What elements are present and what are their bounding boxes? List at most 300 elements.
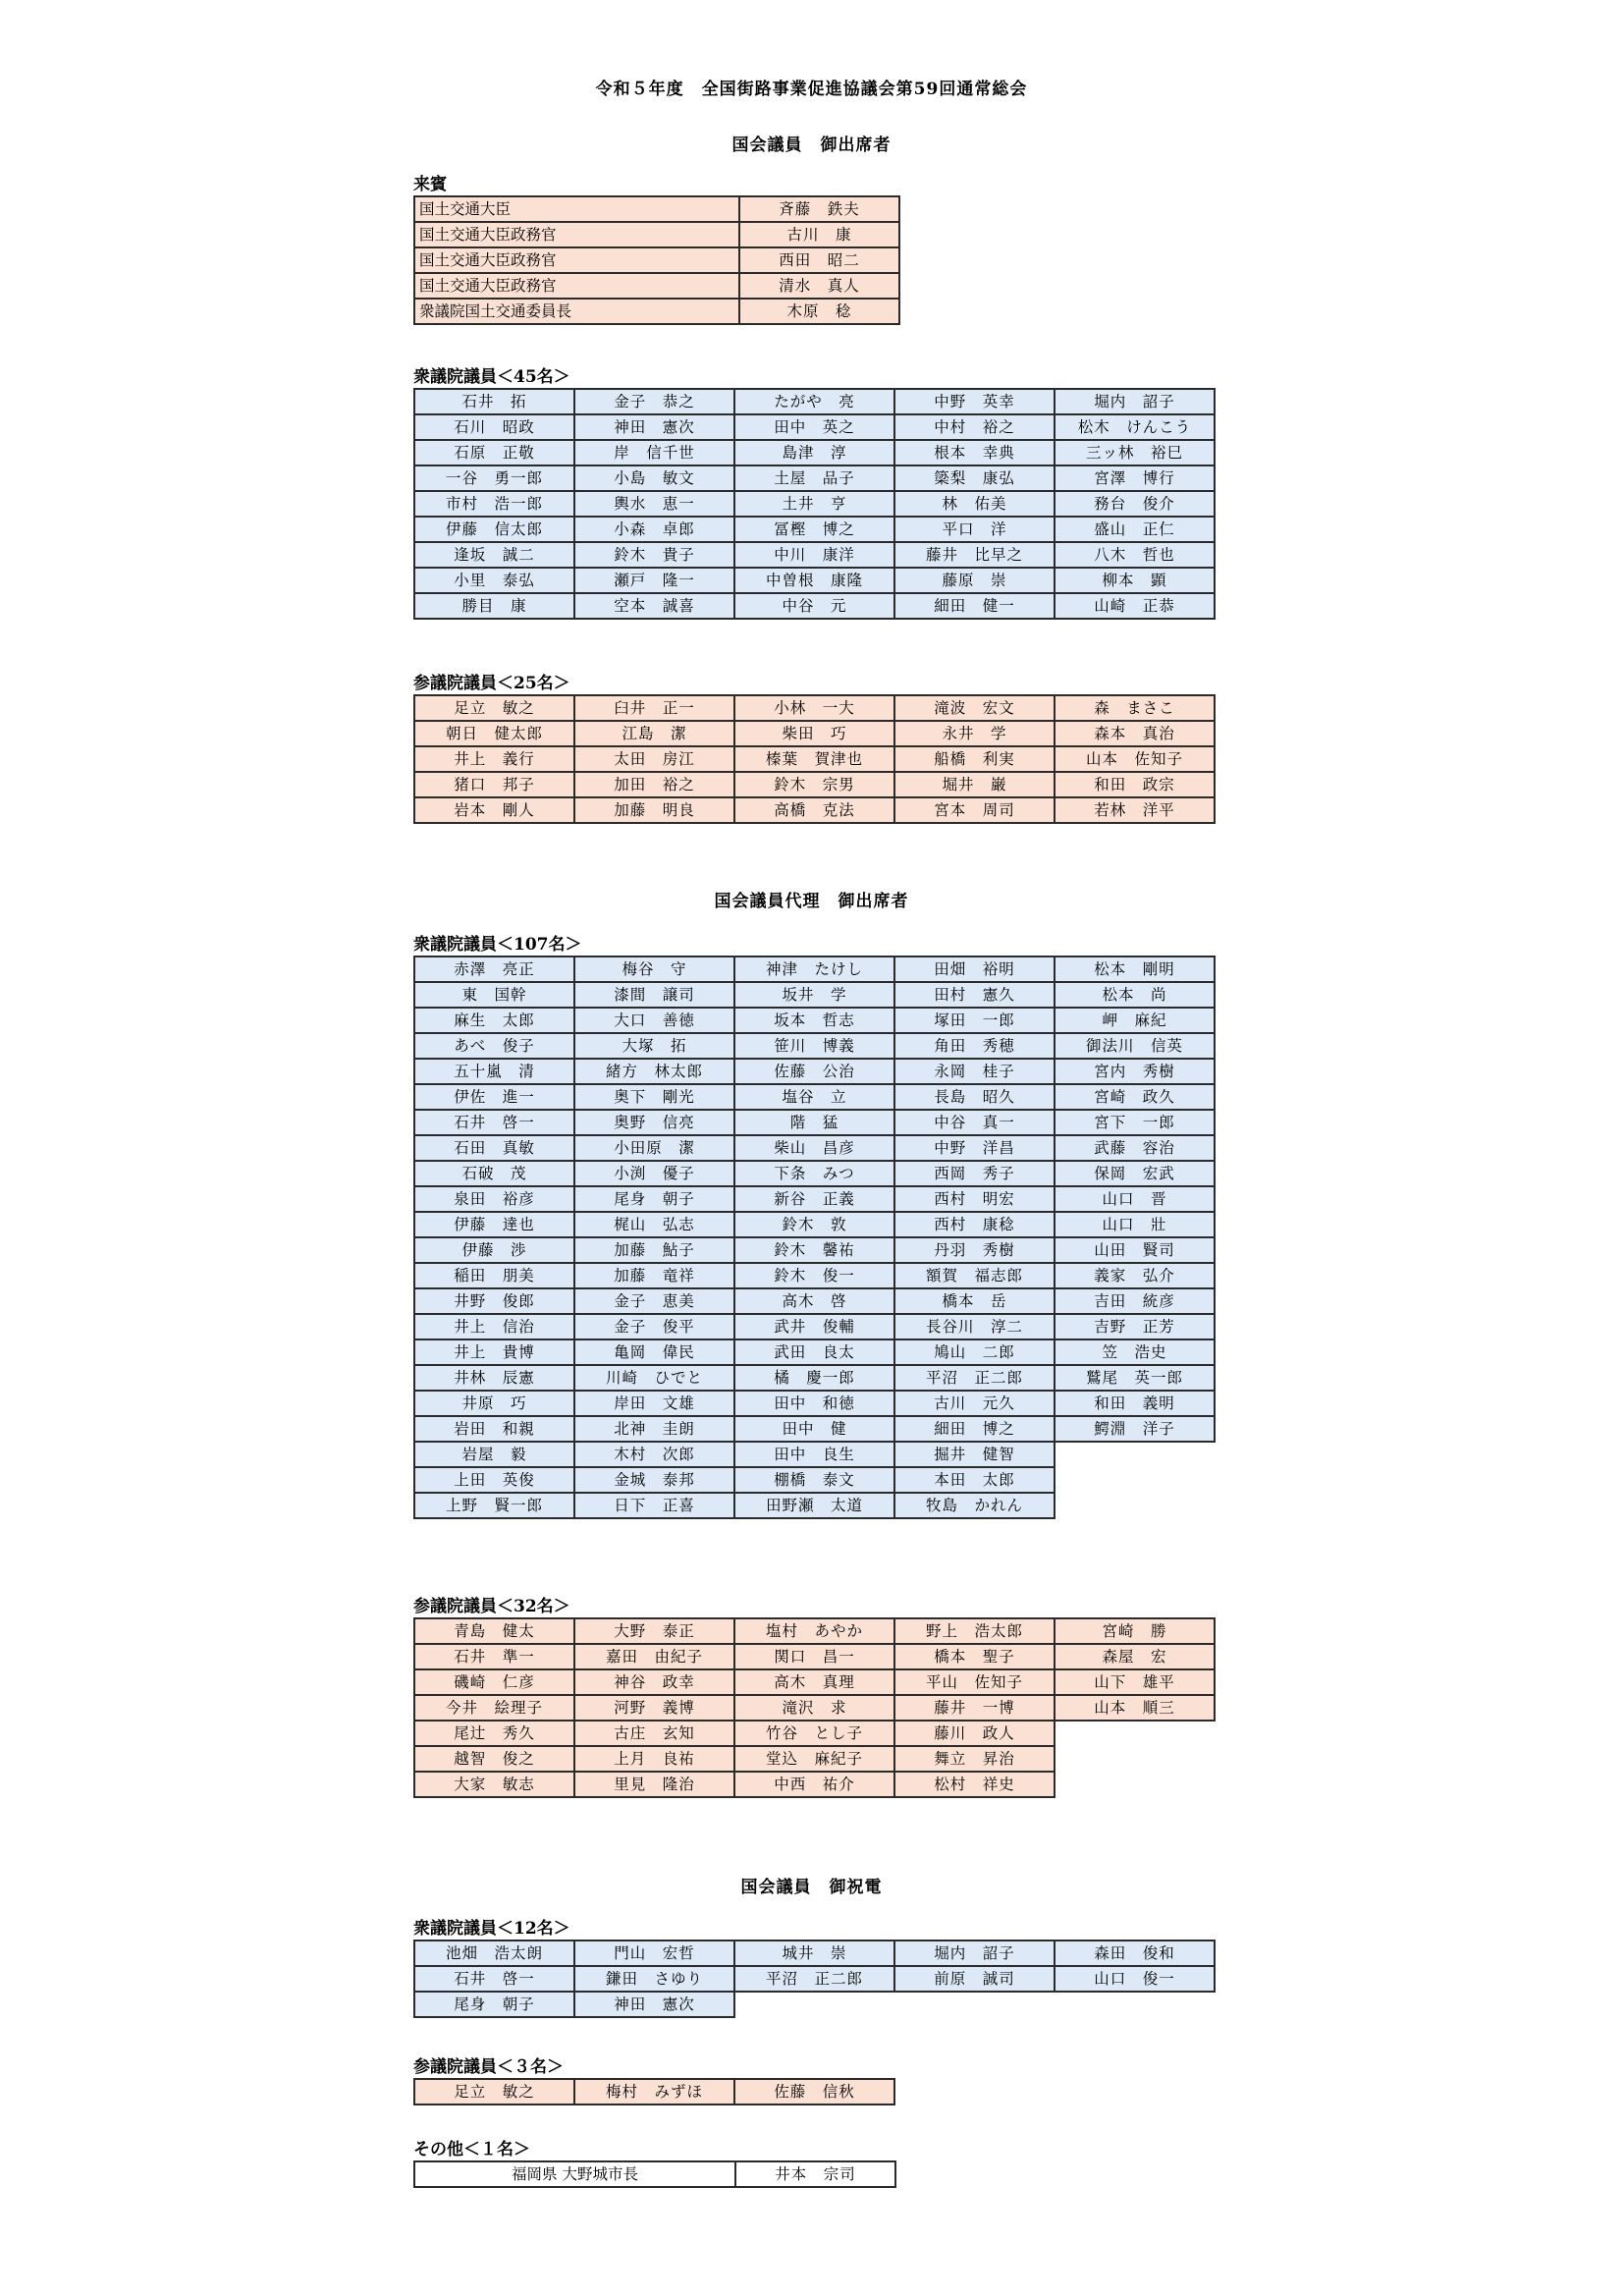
member-name-cell: 上田 英俊 — [414, 1467, 574, 1493]
table-row — [414, 222, 899, 247]
member-name-cell: 尾辻 秀久 — [414, 1721, 574, 1746]
guests-label: 来賓 — [413, 175, 447, 194]
table-row — [414, 1493, 1215, 1518]
member-name-cell: 伊藤 達也 — [414, 1212, 574, 1237]
member-name-cell: 梶山 弘志 — [574, 1212, 734, 1237]
member-name-cell: 足立 敏之 — [414, 695, 574, 721]
member-name-cell: 赤澤 亮正 — [414, 957, 574, 982]
member-name-cell: 石原 正敬 — [414, 440, 574, 465]
member-name-cell: 堀内 詔子 — [1055, 389, 1215, 414]
member-name-cell: 石田 真敏 — [414, 1135, 574, 1161]
member-name-cell: 空本 誠喜 — [574, 593, 734, 619]
table-row — [414, 1644, 1215, 1669]
table-row — [414, 491, 1215, 517]
member-name-cell: 大口 善徳 — [574, 1008, 734, 1033]
member-name-cell: 朝日 健太郎 — [414, 721, 574, 746]
member-name-cell: 磯崎 仁彦 — [414, 1669, 574, 1695]
member-name-cell: 岸 信千世 — [574, 440, 734, 465]
table-row — [414, 1416, 1215, 1442]
table-row — [414, 1161, 1215, 1186]
table-row — [414, 2079, 894, 2105]
member-name-cell: 前原 誠司 — [894, 1966, 1055, 1992]
member-name-cell: 尾身 朝子 — [414, 1992, 574, 2017]
table-row — [414, 389, 1215, 414]
member-name-cell: 宮内 秀樹 — [1055, 1059, 1215, 1084]
empty-cell — [1055, 1493, 1215, 1518]
member-name-cell: 坂本 哲志 — [734, 1008, 894, 1033]
role-cell: 国土交通大臣政務官 — [414, 222, 739, 247]
member-name-cell: 田中 良生 — [734, 1442, 894, 1467]
member-name-cell: 山口 俊一 — [1055, 1966, 1215, 1992]
member-name-cell: 竹谷 とし子 — [734, 1721, 894, 1746]
member-name-cell: 大野 泰正 — [574, 1618, 734, 1644]
member-name-cell: 尾身 朝子 — [574, 1186, 734, 1212]
table-row — [414, 1288, 1215, 1314]
member-name-cell: 棚橋 泰文 — [734, 1467, 894, 1493]
member-name-cell: 新谷 正義 — [734, 1186, 894, 1212]
member-name-cell: 保岡 宏武 — [1055, 1161, 1215, 1186]
member-name-cell: 古庄 玄知 — [574, 1721, 734, 1746]
member-name-cell: 西村 康稔 — [894, 1212, 1055, 1237]
member-name-cell: 今井 絵理子 — [414, 1695, 574, 1721]
member-name-cell: 塩谷 立 — [734, 1084, 894, 1110]
member-name-cell: 太田 房江 — [574, 746, 734, 772]
member-name-cell: 池畑 浩太朗 — [414, 1941, 574, 1966]
member-name-cell: 岩田 和親 — [414, 1416, 574, 1442]
member-name-cell: 中村 裕之 — [894, 414, 1055, 440]
member-name-cell: 大家 敏志 — [414, 1772, 574, 1797]
member-name-cell: 平山 佐知子 — [894, 1669, 1055, 1695]
member-name-cell: 和田 義明 — [1055, 1391, 1215, 1416]
member-name-cell: 輿水 恵一 — [574, 491, 734, 517]
attend-lower-label: 衆議院議員＜45名＞ — [413, 367, 570, 387]
member-name-cell: 井本 宗司 — [735, 2161, 895, 2187]
member-name-cell: 舞立 昇治 — [894, 1746, 1055, 1772]
member-name-cell: 加田 裕之 — [574, 772, 734, 797]
member-name-cell: 三ッ林 裕巳 — [1055, 440, 1215, 465]
member-name-cell: 井原 巧 — [414, 1391, 574, 1416]
member-name-cell: たがや 亮 — [734, 389, 894, 414]
member-name-cell: 勝目 康 — [414, 593, 574, 619]
member-name-cell: 田中 和徳 — [734, 1391, 894, 1416]
member-name-cell: 柴田 巧 — [734, 721, 894, 746]
member-name-cell: 橋本 聖子 — [894, 1644, 1055, 1669]
member-name-cell: 松本 尚 — [1055, 982, 1215, 1008]
member-name-cell: 鈴木 敦 — [734, 1212, 894, 1237]
member-name-cell: 石川 昭政 — [414, 414, 574, 440]
member-name-cell: 武田 良太 — [734, 1339, 894, 1365]
member-name-cell: 山口 晋 — [1055, 1186, 1215, 1212]
member-name-cell: 笠 浩史 — [1055, 1339, 1215, 1365]
tele-lower-label: 衆議院議員＜12名＞ — [413, 1919, 570, 1939]
member-name-cell: 宮本 周司 — [894, 797, 1055, 823]
tele-upper-table — [413, 2078, 895, 2105]
member-name-cell: 宮澤 博行 — [1055, 465, 1215, 491]
member-name-cell: 根本 幸典 — [894, 440, 1055, 465]
table-row — [414, 982, 1215, 1008]
member-name-cell: 井野 俊郎 — [414, 1288, 574, 1314]
member-name-cell: 井上 貴博 — [414, 1339, 574, 1365]
table-row — [414, 542, 1215, 568]
member-name-cell: 加藤 鮎子 — [574, 1237, 734, 1263]
member-name-cell: 山本 佐知子 — [1055, 746, 1215, 772]
member-name-cell: 臼井 正一 — [574, 695, 734, 721]
member-name-cell: 五十嵐 清 — [414, 1059, 574, 1084]
member-name-cell: 塚田 一郎 — [894, 1008, 1055, 1033]
member-name-cell: 岸田 文雄 — [574, 1391, 734, 1416]
role-cell: 国土交通大臣政務官 — [414, 247, 739, 273]
member-name-cell: 金子 恵美 — [574, 1288, 734, 1314]
member-name-cell: 堀井 巌 — [894, 772, 1055, 797]
member-name-cell: 吉田 統彦 — [1055, 1288, 1215, 1314]
table-row — [414, 721, 1215, 746]
member-name-cell: 階 猛 — [734, 1110, 894, 1135]
empty-cell — [1055, 1992, 1215, 2017]
member-name-cell: 梅谷 守 — [574, 957, 734, 982]
member-name-cell: 坂井 学 — [734, 982, 894, 1008]
member-name-cell: 逢坂 誠二 — [414, 542, 574, 568]
member-name-cell: 石井 拓 — [414, 389, 574, 414]
member-name-cell: 北神 圭朗 — [574, 1416, 734, 1442]
proxy-heading: 国会議員代理 御出席者 — [714, 892, 909, 911]
member-name-cell: 金子 俊平 — [574, 1314, 734, 1339]
tele-other-table — [413, 2160, 896, 2188]
member-name-cell: 森田 俊和 — [1055, 1941, 1215, 1966]
member-name-cell: 瀬戸 隆一 — [574, 568, 734, 593]
member-name-cell: 簗梨 康弘 — [894, 465, 1055, 491]
member-name-cell: 平口 洋 — [894, 517, 1055, 542]
table-row — [414, 957, 1215, 982]
member-name-cell: 滝波 宏文 — [894, 695, 1055, 721]
member-name-cell: 御法川 信英 — [1055, 1033, 1215, 1059]
member-name-cell: 古川 元久 — [894, 1391, 1055, 1416]
member-name-cell: 高木 真理 — [734, 1669, 894, 1695]
member-name-cell: 中野 英幸 — [894, 389, 1055, 414]
member-name-cell: 田村 憲久 — [894, 982, 1055, 1008]
member-name-cell: 下条 みつ — [734, 1161, 894, 1186]
member-name-cell: 細田 健一 — [894, 593, 1055, 619]
member-name-cell: 野上 浩太郎 — [894, 1618, 1055, 1644]
member-name-cell: 井林 辰憲 — [414, 1365, 574, 1391]
table-row — [414, 1992, 1215, 2017]
member-name-cell: 宮崎 政久 — [1055, 1084, 1215, 1110]
member-name-cell: 吉野 正芳 — [1055, 1314, 1215, 1339]
member-name-cell: 神田 憲次 — [574, 1992, 734, 2017]
table-row — [414, 1314, 1215, 1339]
member-name-cell: 石破 茂 — [414, 1161, 574, 1186]
member-name-cell: 鈴木 馨祐 — [734, 1237, 894, 1263]
table-row — [414, 1084, 1215, 1110]
member-name-cell: 額賀 福志郎 — [894, 1263, 1055, 1288]
member-name-cell: 漆間 譲司 — [574, 982, 734, 1008]
member-name-cell: 細田 博之 — [894, 1416, 1055, 1442]
member-name-cell: 中谷 真一 — [894, 1110, 1055, 1135]
table-row — [414, 1033, 1215, 1059]
empty-cell — [734, 1992, 894, 2017]
member-name-cell: 橋本 岳 — [894, 1288, 1055, 1314]
member-name-cell: 川崎 ひでと — [574, 1365, 734, 1391]
table-row — [414, 1772, 1215, 1797]
member-name-cell: 木村 次郎 — [574, 1442, 734, 1467]
member-name-cell: 西田 昭二 — [739, 247, 899, 273]
member-name-cell: 西村 明宏 — [894, 1186, 1055, 1212]
member-name-cell: 猪口 邦子 — [414, 772, 574, 797]
member-name-cell: 金子 恭之 — [574, 389, 734, 414]
member-name-cell: 宮崎 勝 — [1055, 1618, 1215, 1644]
member-name-cell: 市村 浩一郎 — [414, 491, 574, 517]
member-name-cell: 藤井 一博 — [894, 1695, 1055, 1721]
telegram-heading: 国会議員 御祝電 — [740, 1878, 883, 1897]
table-row — [414, 1442, 1215, 1467]
proxy-upper-label: 参議院議員＜32名＞ — [413, 1597, 570, 1616]
member-name-cell: 河野 義博 — [574, 1695, 734, 1721]
member-name-cell: 井上 義行 — [414, 746, 574, 772]
table-row — [414, 1746, 1215, 1772]
table-row — [414, 1721, 1215, 1746]
empty-cell — [1055, 1721, 1215, 1746]
member-name-cell: 高木 啓 — [734, 1288, 894, 1314]
member-name-cell: 古川 康 — [739, 222, 899, 247]
member-name-cell: 松本 剛明 — [1055, 957, 1215, 982]
member-name-cell: 奥下 剛光 — [574, 1084, 734, 1110]
table-row — [414, 247, 899, 273]
empty-cell — [894, 1992, 1055, 2017]
member-name-cell: 稲田 朋美 — [414, 1263, 574, 1288]
attend-lower-table — [413, 388, 1216, 620]
member-name-cell: 岬 麻紀 — [1055, 1008, 1215, 1033]
member-name-cell: 岩本 剛人 — [414, 797, 574, 823]
table-row — [414, 1618, 1215, 1644]
member-name-cell: 藤井 比早之 — [894, 542, 1055, 568]
table-row — [414, 1941, 1215, 1966]
member-name-cell: 武井 俊輔 — [734, 1314, 894, 1339]
member-name-cell: 鳩山 二郎 — [894, 1339, 1055, 1365]
member-name-cell: 西岡 秀子 — [894, 1161, 1055, 1186]
table-row — [414, 1365, 1215, 1391]
table-row — [414, 414, 1215, 440]
member-name-cell: 鈴木 貴子 — [574, 542, 734, 568]
member-name-cell: 中野 洋昌 — [894, 1135, 1055, 1161]
member-name-cell: 和田 政宗 — [1055, 772, 1215, 797]
table-row — [414, 2161, 895, 2187]
table-row — [414, 1186, 1215, 1212]
table-row — [414, 593, 1215, 619]
table-row — [414, 797, 1215, 823]
role-cell: 福岡県 大野城市長 — [414, 2161, 735, 2187]
member-name-cell: 柴山 昌彦 — [734, 1135, 894, 1161]
member-name-cell: 石井 準一 — [414, 1644, 574, 1669]
member-name-cell: 永井 学 — [894, 721, 1055, 746]
member-name-cell: 斉藤 鉄夫 — [739, 196, 899, 222]
member-name-cell: 鈴木 俊一 — [734, 1263, 894, 1288]
member-name-cell: 神田 憲次 — [574, 414, 734, 440]
member-name-cell: 越智 俊之 — [414, 1746, 574, 1772]
member-name-cell: 里見 隆治 — [574, 1772, 734, 1797]
member-name-cell: 伊藤 渉 — [414, 1237, 574, 1263]
member-name-cell: 伊藤 信太郎 — [414, 517, 574, 542]
member-name-cell: 奥野 信亮 — [574, 1110, 734, 1135]
member-name-cell: 佐藤 信秋 — [734, 2079, 894, 2105]
member-name-cell: 丹羽 秀樹 — [894, 1237, 1055, 1263]
member-name-cell: 足立 敏之 — [414, 2079, 574, 2105]
member-name-cell: 笹川 博義 — [734, 1033, 894, 1059]
member-name-cell: 石井 啓一 — [414, 1110, 574, 1135]
member-name-cell: 山田 賢司 — [1055, 1237, 1215, 1263]
empty-cell — [1055, 1467, 1215, 1493]
member-name-cell: 神津 たけし — [734, 957, 894, 982]
table-row — [414, 695, 1215, 721]
tele-other-label: その他＜１名＞ — [413, 2140, 530, 2159]
member-name-cell: 堂込 麻紀子 — [734, 1746, 894, 1772]
member-name-cell: 長島 昭久 — [894, 1084, 1055, 1110]
member-name-cell: 緒方 林太郎 — [574, 1059, 734, 1084]
member-name-cell: 神谷 政幸 — [574, 1669, 734, 1695]
role-cell: 衆議院国土交通委員長 — [414, 299, 739, 324]
member-name-cell: 金城 泰邦 — [574, 1467, 734, 1493]
member-name-cell: 平沼 正二郎 — [894, 1365, 1055, 1391]
role-cell: 国土交通大臣政務官 — [414, 273, 739, 299]
member-name-cell: 田中 英之 — [734, 414, 894, 440]
member-name-cell: 嘉田 由紀子 — [574, 1644, 734, 1669]
member-name-cell: 関口 昌一 — [734, 1644, 894, 1669]
table-row — [414, 1695, 1215, 1721]
member-name-cell: 中川 康洋 — [734, 542, 894, 568]
member-name-cell: 義家 弘介 — [1055, 1263, 1215, 1288]
empty-cell — [1055, 1746, 1215, 1772]
member-name-cell: 岩屋 毅 — [414, 1442, 574, 1467]
member-name-cell: 佐藤 公治 — [734, 1059, 894, 1084]
guests-table — [413, 195, 900, 325]
proxy-upper-table — [413, 1617, 1216, 1798]
member-name-cell: 滝沢 求 — [734, 1695, 894, 1721]
member-name-cell: 林 佑美 — [894, 491, 1055, 517]
member-name-cell: 亀岡 偉民 — [574, 1339, 734, 1365]
member-name-cell: 東 国幹 — [414, 982, 574, 1008]
member-name-cell: 若林 洋平 — [1055, 797, 1215, 823]
table-row — [414, 440, 1215, 465]
member-name-cell: 鈴木 宗男 — [734, 772, 894, 797]
proxy-lower-table — [413, 956, 1216, 1519]
member-name-cell: 牧島 かれん — [894, 1493, 1055, 1518]
member-name-cell: 山崎 正恭 — [1055, 593, 1215, 619]
member-name-cell: 武藤 容治 — [1055, 1135, 1215, 1161]
member-name-cell: 加藤 竜祥 — [574, 1263, 734, 1288]
member-name-cell: 中西 祐介 — [734, 1772, 894, 1797]
member-name-cell: 掘井 健智 — [894, 1442, 1055, 1467]
table-row — [414, 1669, 1215, 1695]
member-name-cell: 平沼 正二郎 — [734, 1966, 894, 1992]
member-name-cell: 藤原 崇 — [894, 568, 1055, 593]
table-row — [414, 1135, 1215, 1161]
member-name-cell: 上月 良祐 — [574, 1746, 734, 1772]
member-name-cell: 日下 正喜 — [574, 1493, 734, 1518]
table-row — [414, 517, 1215, 542]
tele-lower-table — [413, 1940, 1216, 2018]
member-name-cell: 森 まさこ — [1055, 695, 1215, 721]
table-row — [414, 1212, 1215, 1237]
member-name-cell: 榛葉 賀津也 — [734, 746, 894, 772]
member-name-cell: 清水 真人 — [739, 273, 899, 299]
member-name-cell: 上野 賢一郎 — [414, 1493, 574, 1518]
table-row — [414, 772, 1215, 797]
table-row — [414, 746, 1215, 772]
member-name-cell: 小田原 潔 — [574, 1135, 734, 1161]
member-name-cell: 中曽根 康隆 — [734, 568, 894, 593]
member-name-cell: 宮下 一郎 — [1055, 1110, 1215, 1135]
attend-upper-label: 参議院議員＜25名＞ — [413, 674, 570, 693]
table-row — [414, 1391, 1215, 1416]
member-name-cell: 麻生 太郎 — [414, 1008, 574, 1033]
member-name-cell: あべ 俊子 — [414, 1033, 574, 1059]
attend-upper-table — [413, 694, 1216, 824]
member-name-cell: 島津 淳 — [734, 440, 894, 465]
member-name-cell: 盛山 正仁 — [1055, 517, 1215, 542]
table-row — [414, 1008, 1215, 1033]
member-name-cell: 田畑 裕明 — [894, 957, 1055, 982]
member-name-cell: 本田 太郎 — [894, 1467, 1055, 1493]
member-name-cell: 橘 慶一郎 — [734, 1365, 894, 1391]
member-name-cell: 松村 祥史 — [894, 1772, 1055, 1797]
member-name-cell: 土井 亨 — [734, 491, 894, 517]
member-name-cell: 小島 敏文 — [574, 465, 734, 491]
empty-cell — [1055, 1442, 1215, 1467]
member-name-cell: 一谷 勇一郎 — [414, 465, 574, 491]
member-name-cell: 城井 崇 — [734, 1941, 894, 1966]
member-name-cell: 角田 秀穂 — [894, 1033, 1055, 1059]
member-name-cell: 鎌田 さゆり — [574, 1966, 734, 1992]
empty-cell — [1055, 1772, 1215, 1797]
member-name-cell: 小森 卓郎 — [574, 517, 734, 542]
member-name-cell: 小渕 優子 — [574, 1161, 734, 1186]
member-name-cell: 青島 健太 — [414, 1618, 574, 1644]
member-name-cell: 冨樫 博之 — [734, 517, 894, 542]
member-name-cell: 梅村 みずほ — [574, 2079, 734, 2105]
member-name-cell: 船橋 利実 — [894, 746, 1055, 772]
proxy-lower-label: 衆議院議員＜107名＞ — [413, 935, 582, 955]
member-name-cell: 門山 宏哲 — [574, 1941, 734, 1966]
member-name-cell: 鷲尾 英一郎 — [1055, 1365, 1215, 1391]
table-row — [414, 1110, 1215, 1135]
member-name-cell: 土屋 品子 — [734, 465, 894, 491]
table-row — [414, 1339, 1215, 1365]
member-name-cell: 永岡 桂子 — [894, 1059, 1055, 1084]
table-row — [414, 1059, 1215, 1084]
member-name-cell: 石井 啓一 — [414, 1966, 574, 1992]
member-name-cell: 森屋 宏 — [1055, 1644, 1215, 1669]
member-name-cell: 松木 けんこう — [1055, 414, 1215, 440]
member-name-cell: 大塚 拓 — [574, 1033, 734, 1059]
member-name-cell: 山口 壯 — [1055, 1212, 1215, 1237]
member-name-cell: 山本 順三 — [1055, 1695, 1215, 1721]
document-title: 令和５年度 全国街路事業促進協議会第59回通常総会 — [595, 80, 1028, 99]
table-row — [414, 299, 899, 324]
member-name-cell: 務台 俊介 — [1055, 491, 1215, 517]
member-name-cell: 井上 信治 — [414, 1314, 574, 1339]
table-row — [414, 465, 1215, 491]
tele-upper-label: 参議院議員＜３名＞ — [413, 2057, 564, 2077]
table-row — [414, 196, 899, 222]
member-name-cell: 高橋 克法 — [734, 797, 894, 823]
member-name-cell: 田野瀬 太道 — [734, 1493, 894, 1518]
member-name-cell: 泉田 裕彦 — [414, 1186, 574, 1212]
role-cell: 国土交通大臣 — [414, 196, 739, 222]
member-name-cell: 鰐淵 洋子 — [1055, 1416, 1215, 1442]
member-name-cell: 小林 一大 — [734, 695, 894, 721]
member-name-cell: 伊佐 進一 — [414, 1084, 574, 1110]
member-name-cell: 小里 泰弘 — [414, 568, 574, 593]
member-name-cell: 山下 雄平 — [1055, 1669, 1215, 1695]
attendees-heading: 国会議員 御出席者 — [731, 136, 892, 155]
